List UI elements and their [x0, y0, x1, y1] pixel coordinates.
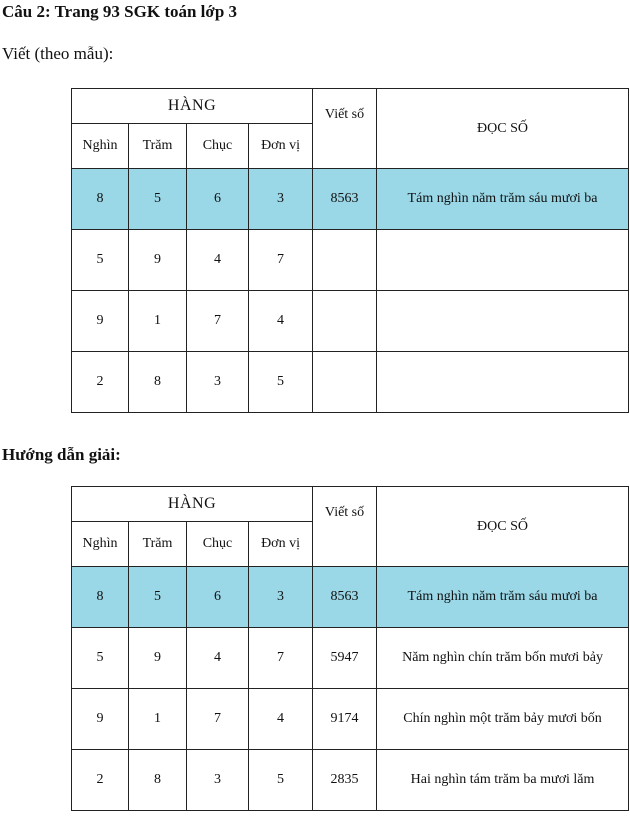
cell-tram: 8	[129, 352, 187, 413]
cell-doc-so: Chín nghìn một trăm bảy mươi bốn	[377, 689, 629, 750]
cell-nghin: 2	[72, 750, 129, 811]
cell-don-vi: 5	[249, 352, 313, 413]
header-hang: HÀNG	[72, 487, 313, 522]
question-title: Câu 2: Trang 93 SGK toán lớp 3	[2, 2, 238, 21]
cell-don-vi: 4	[249, 689, 313, 750]
header-nghin: Nghìn	[72, 124, 129, 169]
header-hang: HÀNG	[72, 89, 313, 124]
cell-doc-so	[377, 230, 629, 291]
cell-viet-so	[313, 230, 377, 291]
solution-heading: Hướng dẫn giải:	[2, 445, 121, 464]
cell-nghin: 9	[72, 689, 129, 750]
table-row	[72, 169, 629, 230]
cell-chuc: 3	[187, 352, 249, 413]
table-row	[72, 230, 629, 291]
header-tram: Trăm	[129, 124, 187, 169]
cell-chuc: 7	[187, 689, 249, 750]
cell-tram: 1	[129, 291, 187, 352]
cell-chuc: 7	[187, 291, 249, 352]
header-viet-so: Viết số	[313, 487, 377, 567]
table-row	[72, 291, 629, 352]
cell-don-vi: 7	[249, 628, 313, 689]
cell-chuc: 6	[187, 169, 249, 230]
cell-chuc: 4	[187, 230, 249, 291]
table-row	[72, 352, 629, 413]
cell-don-vi: 3	[249, 169, 313, 230]
cell-chuc: 6	[187, 567, 249, 628]
solution-table	[71, 486, 629, 811]
cell-don-vi: 3	[249, 567, 313, 628]
cell-tram: 8	[129, 750, 187, 811]
cell-tram: 9	[129, 230, 187, 291]
table-row	[72, 750, 629, 811]
cell-tram: 5	[129, 169, 187, 230]
cell-chuc: 3	[187, 750, 249, 811]
table-row	[72, 567, 629, 628]
cell-viet-so: 8563	[313, 169, 377, 230]
cell-nghin: 8	[72, 567, 129, 628]
cell-chuc: 4	[187, 628, 249, 689]
cell-doc-so	[377, 291, 629, 352]
header-chuc: Chục	[187, 124, 249, 169]
cell-doc-so: Tám nghìn năm trăm sáu mươi ba	[377, 169, 629, 230]
header-viet-so: Viết số	[313, 89, 377, 169]
cell-tram: 1	[129, 689, 187, 750]
cell-tram: 5	[129, 567, 187, 628]
header-nghin: Nghìn	[72, 522, 129, 567]
table-row	[72, 689, 629, 750]
cell-nghin: 8	[72, 169, 129, 230]
cell-doc-so: Tám nghìn năm trăm sáu mươi ba	[377, 567, 629, 628]
header-doc-so: ĐỌC SỐ	[377, 487, 629, 567]
cell-doc-so	[377, 352, 629, 413]
header-doc-so: ĐỌC SỐ	[377, 89, 629, 169]
cell-tram: 9	[129, 628, 187, 689]
cell-nghin: 9	[72, 291, 129, 352]
cell-don-vi: 7	[249, 230, 313, 291]
cell-nghin: 2	[72, 352, 129, 413]
header-don-vi: Đơn vị	[249, 522, 313, 567]
cell-don-vi: 4	[249, 291, 313, 352]
cell-viet-so	[313, 352, 377, 413]
cell-don-vi: 5	[249, 750, 313, 811]
cell-viet-so: 2835	[313, 750, 377, 811]
exercise-table	[71, 88, 629, 413]
cell-viet-so	[313, 291, 377, 352]
cell-doc-so: Năm nghìn chín trăm bốn mươi bảy	[377, 628, 629, 689]
question-instruction: Viết (theo mẫu):	[2, 44, 114, 63]
cell-nghin: 5	[72, 628, 129, 689]
cell-viet-so: 5947	[313, 628, 377, 689]
cell-nghin: 5	[72, 230, 129, 291]
cell-viet-so: 8563	[313, 567, 377, 628]
header-tram: Trăm	[129, 522, 187, 567]
table-row	[72, 628, 629, 689]
header-chuc: Chục	[187, 522, 249, 567]
cell-viet-so: 9174	[313, 689, 377, 750]
header-don-vi: Đơn vị	[249, 124, 313, 169]
cell-doc-so: Hai nghìn tám trăm ba mươi lăm	[377, 750, 629, 811]
